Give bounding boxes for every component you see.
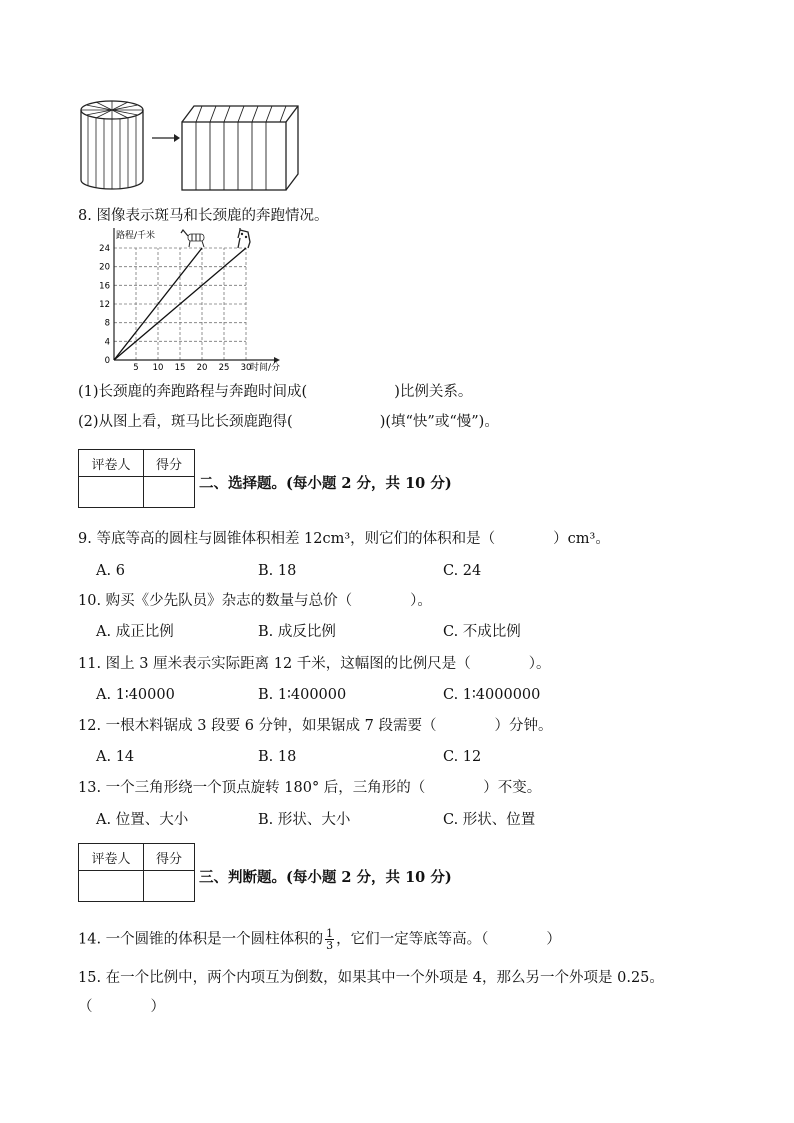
question-13-stem: 13. 一个三角形绕一个顶点旋转 180° 后，三角形的（ ）不变。 [78, 780, 542, 796]
y-tick-label: 8 [104, 318, 110, 329]
question-11-stem: 11. 图上 3 厘米表示实际距离 12 千米，这幅图的比例尺是（ ）。 [78, 656, 551, 672]
q11-option-a[interactable]: A. 1∶40000 [96, 687, 175, 703]
cylinder-figure [81, 101, 143, 189]
q11-option-c[interactable]: C. 1∶4000000 [443, 687, 541, 703]
q13-option-a[interactable]: A. 位置、大小 [96, 812, 189, 828]
fraction-one-third: $\frac{1}{3}$ [326, 927, 334, 952]
grader-header: 评卷人 [79, 844, 144, 871]
section-3-title: 三、判断题。(每小题 2 分，共 10 分) [199, 869, 452, 886]
y-tick-label: 24 [99, 244, 110, 254]
x-tick-label: 30 [240, 363, 252, 373]
q14-text-pre: 14. 一个圆锥的体积是一个圆柱体积的 [78, 931, 324, 948]
question-12-stem: 12. 一根木料锯成 3 段要 6 分钟，如果锯成 7 段需要（ ）分钟。 [78, 718, 553, 734]
y-tick-label: 4 [104, 337, 110, 348]
x-axis-label: 时间/分 [250, 363, 281, 373]
q12-option-a[interactable]: A. 14 [96, 749, 135, 765]
x-tick-label: 15 [174, 363, 186, 373]
y-tick-label: 20 [99, 262, 110, 273]
x-tick-label: 25 [218, 363, 230, 373]
section-2-title: 二、选择题。(每小题 2 分，共 10 分) [199, 475, 452, 492]
giraffe-icon [232, 228, 250, 248]
question-14-stem [78, 928, 561, 951]
rearranged-solid-figure [182, 106, 298, 190]
score-table-2 [78, 843, 195, 902]
y-tick-label: 0 [104, 356, 110, 366]
question-8-stem: 8. 图像表示斑马和长颈鹿的奔跑情况。 [78, 208, 329, 224]
q14-text-post: ，它们一定等底等高。（ ） [336, 931, 561, 948]
score-header: 得分 [144, 844, 195, 871]
y-axis-label: 路程/千米 [116, 231, 156, 241]
q12-option-c[interactable]: C. 12 [443, 749, 482, 765]
question-9-stem: 9. 等底等高的圆柱与圆锥体积相差 12cm³，则它们的体积和是（ ）cm³。 [78, 531, 610, 547]
grader-header: 评卷人 [79, 450, 144, 477]
score-table [78, 449, 195, 508]
score-cell[interactable] [144, 477, 195, 508]
q13-option-b[interactable]: B. 形状、大小 [258, 812, 351, 828]
q10-option-b[interactable]: B. 成反比例 [258, 624, 336, 640]
question-10-stem: 10. 购买《少先队员》杂志的数量与总价（ ）。 [78, 593, 432, 609]
question-15-blank[interactable]: （ ） [78, 999, 165, 1015]
score-cell[interactable] [144, 871, 195, 902]
question-8-sub1: (1)长颈鹿的奔跑路程与奔跑时间成( )比例关系。 [78, 384, 473, 400]
q12-option-b[interactable]: B. 18 [258, 749, 297, 765]
x-tick-label: 5 [133, 363, 139, 373]
q10-option-a[interactable]: A. 成正比例 [96, 624, 174, 640]
question-8-sub2: (2)从图上看，斑马比长颈鹿跑得( )(填“快”或“慢”)。 [78, 414, 499, 430]
q10-option-c[interactable]: C. 不成比例 [443, 624, 521, 640]
x-tick-label: 20 [196, 363, 208, 373]
score-header: 得分 [144, 450, 195, 477]
zebra-icon [181, 230, 204, 247]
grader-cell[interactable] [79, 477, 144, 508]
y-tick-label: 12 [99, 300, 110, 310]
arrow-icon [152, 134, 180, 142]
question-15-stem: 15. 在一个比例中，两个内项互为倒数，如果其中一个外项是 4，那么另一个外项是 0.25。 [78, 970, 664, 986]
q13-option-c[interactable]: C. 形状、位置 [443, 812, 536, 828]
grader-cell[interactable] [79, 871, 144, 902]
x-tick-label: 10 [152, 363, 164, 373]
q11-option-b[interactable]: B. 1∶400000 [258, 687, 347, 703]
q9-option-b[interactable]: B. 18 [258, 563, 297, 579]
speed-chart [84, 228, 304, 376]
cylinder-transform-figure [76, 98, 316, 194]
q9-option-c[interactable]: C. 24 [443, 563, 482, 579]
q9-option-a[interactable]: A. 6 [96, 563, 125, 579]
y-tick-label: 16 [99, 281, 110, 292]
